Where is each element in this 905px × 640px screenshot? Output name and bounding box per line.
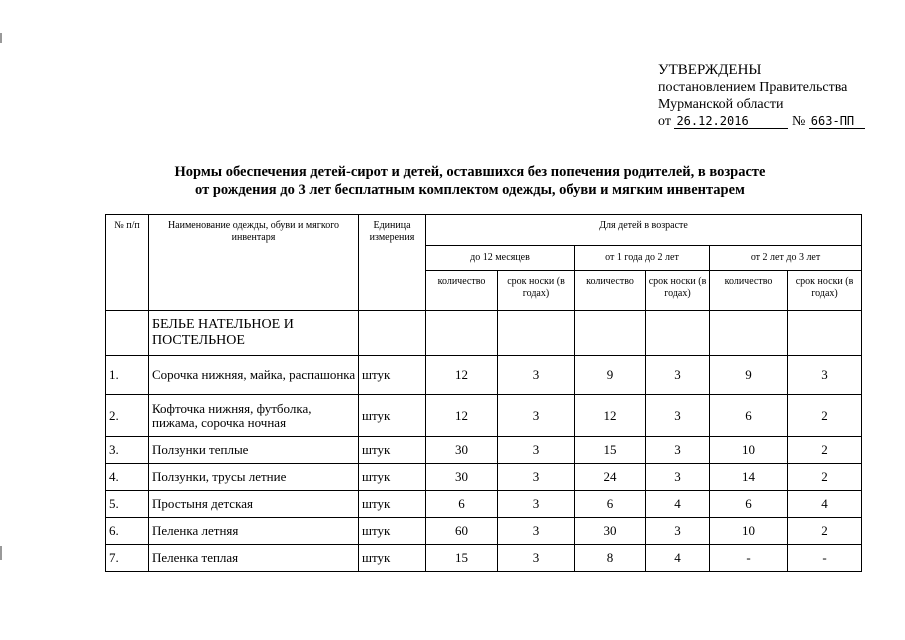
header-age-group: от 2 лет до 3 лет bbox=[710, 246, 862, 271]
title-line: Нормы обеспечения детей-сирот и детей, оставшихся без попечения родителей, в возрасте bbox=[174, 164, 766, 180]
wear-period-cell: 3 bbox=[498, 356, 575, 395]
wear-period-cell: 2 bbox=[788, 437, 862, 464]
wear-period-cell: 4 bbox=[646, 491, 710, 518]
quantity-cell: 15 bbox=[426, 545, 498, 572]
quantity-cell: 6 bbox=[426, 491, 498, 518]
item-name: Пеленка летняя bbox=[149, 518, 359, 545]
quantity-cell: 30 bbox=[426, 464, 498, 491]
approval-block bbox=[658, 62, 865, 130]
header-quantity: количество bbox=[426, 271, 498, 311]
wear-period-cell: 3 bbox=[788, 356, 862, 395]
wear-period-cell: 2 bbox=[788, 518, 862, 545]
item-name: Сорочка нижняя, майка, распашонка bbox=[149, 356, 359, 395]
header-quantity: количество bbox=[710, 271, 788, 311]
header-age-group: от 1 года до 2 лет bbox=[575, 246, 710, 271]
approval-heading: УТВЕРЖДЕНЫ bbox=[658, 62, 762, 78]
header-age: Для детей в возрасте bbox=[426, 215, 862, 246]
quantity-cell: 10 bbox=[710, 518, 788, 545]
row-number: 3. bbox=[106, 437, 149, 464]
quantity-cell: 12 bbox=[575, 395, 646, 437]
section-row bbox=[106, 311, 862, 356]
approval-date: 26.12.2016 bbox=[674, 114, 788, 129]
header-wear-period: срок носки (в годах) bbox=[646, 271, 710, 311]
wear-period-cell: 3 bbox=[646, 464, 710, 491]
quantity-cell: 14 bbox=[710, 464, 788, 491]
quantity-cell: 10 bbox=[710, 437, 788, 464]
wear-period-cell: 2 bbox=[788, 395, 862, 437]
wear-period-cell: 3 bbox=[498, 518, 575, 545]
item-unit: штук bbox=[359, 356, 426, 395]
title-line: от рождения до 3 лет бесплатным комплектом одежды, обуви и мягким инвентарем bbox=[195, 182, 745, 198]
table-row bbox=[106, 395, 862, 437]
header-name: Наименование одежды, обуви и мягкого инвентаря bbox=[149, 215, 359, 311]
wear-period-cell: - bbox=[788, 545, 862, 572]
wear-period-cell: 4 bbox=[646, 545, 710, 572]
quantity-cell: 15 bbox=[575, 437, 646, 464]
item-name: Простыня детская bbox=[149, 491, 359, 518]
quantity-cell: 9 bbox=[575, 356, 646, 395]
header-num: № п/п bbox=[106, 215, 149, 311]
header-wear-period: срок носки (в годах) bbox=[788, 271, 862, 311]
item-name: Ползунки теплые bbox=[149, 437, 359, 464]
row-number: 4. bbox=[106, 464, 149, 491]
section-title: БЕЛЬЕ НАТЕЛЬНОЕ И ПОСТЕЛЬНОЕ bbox=[149, 311, 359, 356]
row-number: 7. bbox=[106, 545, 149, 572]
approval-date-line bbox=[658, 113, 865, 130]
item-name: Ползунки, трусы летние bbox=[149, 464, 359, 491]
quantity-cell: 24 bbox=[575, 464, 646, 491]
item-unit: штук bbox=[359, 545, 426, 572]
quantity-cell: 6 bbox=[710, 395, 788, 437]
row-number: 1. bbox=[106, 356, 149, 395]
quantity-cell: - bbox=[710, 545, 788, 572]
item-unit: штук bbox=[359, 518, 426, 545]
wear-period-cell: 3 bbox=[498, 437, 575, 464]
quantity-cell: 12 bbox=[426, 395, 498, 437]
quantity-cell: 30 bbox=[575, 518, 646, 545]
item-unit: штук bbox=[359, 437, 426, 464]
table-row bbox=[106, 518, 862, 545]
row-number: 6. bbox=[106, 518, 149, 545]
table-row bbox=[106, 356, 862, 395]
approval-line: постановлением Правительства bbox=[658, 80, 848, 95]
number-prefix: № bbox=[791, 114, 806, 129]
header-unit: Единица измерения bbox=[359, 215, 426, 311]
item-name: Кофточка нижняя, футболка, пижама, сорочка ночная bbox=[149, 395, 359, 437]
table-row bbox=[106, 437, 862, 464]
wear-period-cell: 3 bbox=[498, 395, 575, 437]
item-unit: штук bbox=[359, 464, 426, 491]
approval-line: Мурманской области bbox=[658, 97, 784, 112]
wear-period-cell: 3 bbox=[646, 395, 710, 437]
header-quantity: количество bbox=[575, 271, 646, 311]
table-row bbox=[106, 464, 862, 491]
wear-period-cell: 3 bbox=[646, 518, 710, 545]
item-unit: штук bbox=[359, 395, 426, 437]
item-name: Пеленка теплая bbox=[149, 545, 359, 572]
table-row bbox=[106, 545, 862, 572]
quantity-cell: 6 bbox=[710, 491, 788, 518]
row-number: 5. bbox=[106, 491, 149, 518]
norms-table bbox=[105, 214, 862, 572]
quantity-cell: 6 bbox=[575, 491, 646, 518]
scan-edge-mark bbox=[0, 33, 2, 43]
row-number: 2. bbox=[106, 395, 149, 437]
header-age-group: до 12 месяцев bbox=[426, 246, 575, 271]
table-row bbox=[106, 491, 862, 518]
wear-period-cell: 3 bbox=[498, 464, 575, 491]
wear-period-cell: 3 bbox=[498, 491, 575, 518]
document-title bbox=[0, 163, 905, 199]
item-unit: штук bbox=[359, 491, 426, 518]
scan-edge-mark bbox=[0, 546, 2, 560]
wear-period-cell: 3 bbox=[646, 437, 710, 464]
wear-period-cell: 3 bbox=[646, 356, 710, 395]
quantity-cell: 30 bbox=[426, 437, 498, 464]
date-prefix: от bbox=[658, 114, 671, 129]
approval-number: 663-ПП bbox=[809, 114, 865, 129]
quantity-cell: 8 bbox=[575, 545, 646, 572]
quantity-cell: 12 bbox=[426, 356, 498, 395]
quantity-cell: 9 bbox=[710, 356, 788, 395]
wear-period-cell: 2 bbox=[788, 464, 862, 491]
wear-period-cell: 3 bbox=[498, 545, 575, 572]
wear-period-cell: 4 bbox=[788, 491, 862, 518]
header-wear-period: срок носки (в годах) bbox=[498, 271, 575, 311]
quantity-cell: 60 bbox=[426, 518, 498, 545]
